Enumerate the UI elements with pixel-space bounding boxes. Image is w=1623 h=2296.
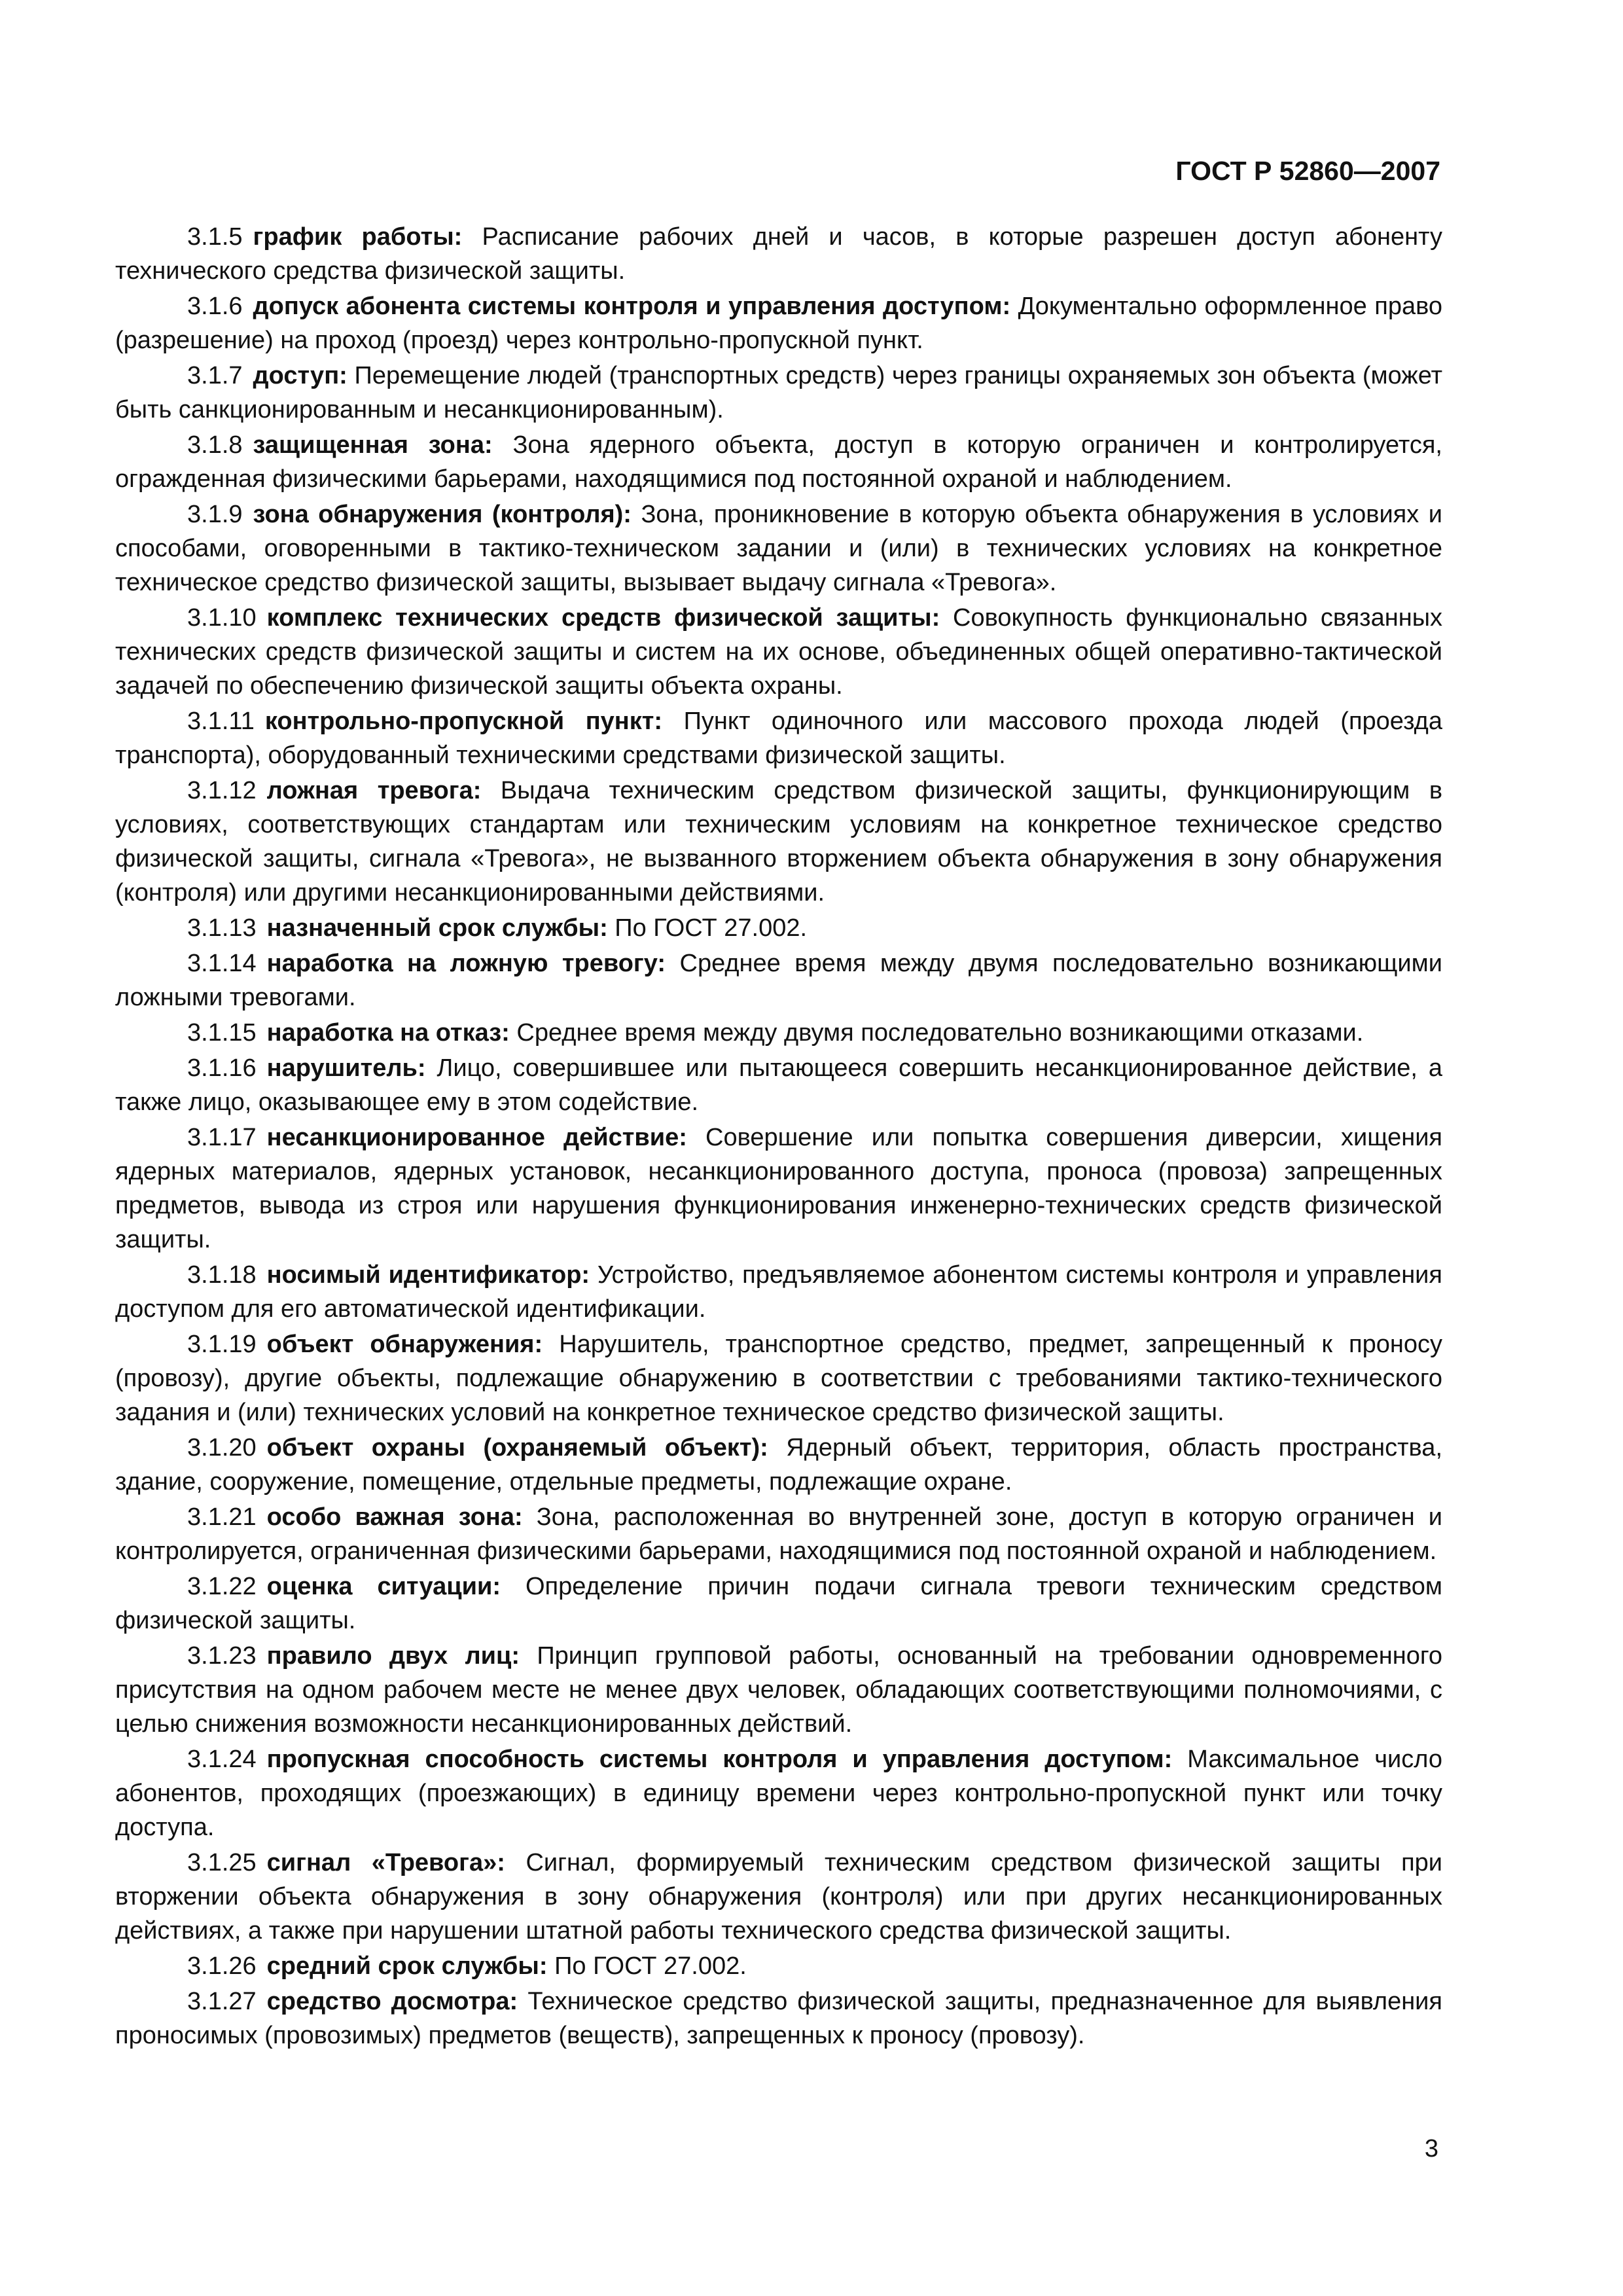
definition-entry xyxy=(115,1500,1442,1568)
definition-text: Зона, проникновение в которую объекта обнаружения в условиях и способами, оговоренными в тактико-техническом задании и (или) в технических условиях на конкретное техническое средство физической защиты, вызывает выдачу сигнала «Тревога». xyxy=(115,501,1442,596)
clause-number: 3.1.16 xyxy=(187,1054,257,1082)
page-number: 3 xyxy=(1424,2135,1438,2162)
definition-entry xyxy=(115,428,1442,496)
definition-text: Совершение или попытка совершения диверсии, хищения ядерных материалов, ядерных установок, несанкционированного доступа, проноса (провоза) запрещенных предметов, вывода из строя или нарушения функционирования инженерно-технических средств физической защиты. xyxy=(115,1124,1442,1253)
clause-number: 3.1.14 xyxy=(187,950,257,977)
term: допуск абонента системы контроля и управления доступом: xyxy=(253,293,1011,320)
definition-entry xyxy=(115,1984,1442,2053)
clause-number: 3.1.23 xyxy=(187,1642,257,1670)
definition-entry xyxy=(115,1949,1442,1983)
definition-entry xyxy=(115,774,1442,910)
definition-entry xyxy=(115,1327,1442,1429)
definition-entry xyxy=(115,946,1442,1014)
term: зона обнаружения (контроля): xyxy=(253,501,632,528)
term: сигнал «Тревога»: xyxy=(266,1849,505,1876)
clause-number: 3.1.10 xyxy=(187,604,257,632)
term: назначенный срок службы: xyxy=(266,914,608,942)
definition-text: Перемещение людей (транспортных средств) через границы охраняемых зон объекта (может быть санкционированным и несанкционированным). xyxy=(115,362,1442,423)
definition-text: Среднее время между двумя последовательно возникающими отказами. xyxy=(516,1019,1364,1047)
term: пропускная способность системы контроля и управления доступом: xyxy=(266,1746,1173,1773)
definition-text: По ГОСТ 27.002. xyxy=(615,914,808,942)
clause-number: 3.1.18 xyxy=(187,1261,257,1289)
definition-entry xyxy=(115,1639,1442,1741)
clause-number: 3.1.17 xyxy=(187,1124,257,1151)
definition-text: Среднее время между двумя последовательно возникающими ложными тревогами. xyxy=(115,950,1443,1011)
term: оценка ситуации: xyxy=(266,1573,501,1600)
clause-number: 3.1.6 xyxy=(187,293,243,320)
clause-number: 3.1.25 xyxy=(187,1849,257,1876)
definition-text: По ГОСТ 27.002. xyxy=(554,1952,747,1980)
definition-entry xyxy=(115,220,1442,288)
term: несанкционированное действие: xyxy=(266,1124,687,1151)
clause-number: 3.1.27 xyxy=(187,1988,257,2015)
document-header: ГОСТ Р 52860—2007 xyxy=(1175,156,1440,186)
definition-text: Техническое средство физической защиты, предназначенное для выявления проносимых (провозимых) предметов (веществ), запрещенных к проносу (провозу). xyxy=(115,1988,1442,2049)
definition-text: Выдача техническим средством физической защиты, функционирующим в условиях, соответствующих стандартам или техническим условиям на конкретное техническое средство физической защиты, сигнала «Тревога», не вызванного вторжением объекта обнаружения в зону обнаружения (контроля) или другими несанкционированными действиями. xyxy=(115,777,1443,906)
clause-number: 3.1.22 xyxy=(187,1573,257,1600)
term: наработка на отказ: xyxy=(266,1019,510,1047)
term: особо важная зона: xyxy=(266,1503,523,1531)
clause-number: 3.1.8 xyxy=(187,431,243,459)
definition-text: Сигнал, формируемый техническим средством физической защиты при вторжении объекта обнаружения в зону обнаружения (контроля) или при других несанкционированных действиях, а также при нарушении штатной работы технического средства физической защиты. xyxy=(115,1849,1443,1945)
term: средство досмотра: xyxy=(266,1988,518,2015)
clause-number: 3.1.12 xyxy=(187,777,257,804)
clause-number: 3.1.5 xyxy=(187,223,243,251)
term: объект охраны (охраняемый объект): xyxy=(266,1434,768,1462)
clause-number: 3.1.19 xyxy=(187,1331,257,1358)
definition-text: Расписание рабочих дней и часов, в которые разрешен доступ абоненту технического средства физической защиты. xyxy=(115,223,1442,285)
definition-text: Устройство, предъявляемое абонентом системы контроля и управления доступом для его автоматической идентификации. xyxy=(115,1261,1442,1323)
clause-number: 3.1.9 xyxy=(187,501,243,528)
definition-entry xyxy=(115,359,1442,427)
term: комплекс технических средств физической защиты: xyxy=(266,604,940,632)
definition-entry xyxy=(115,1051,1442,1119)
definition-text: Пункт одиночного или массового прохода людей (проезда транспорта), оборудованный техническими средствами физической защиты. xyxy=(115,708,1442,769)
definition-entry xyxy=(115,289,1442,357)
definitions-list xyxy=(115,220,1442,2054)
definition-entry xyxy=(115,1846,1442,1948)
definition-text: Максимальное число абонентов, проходящих (проезжающих) в единицу времени через контрольно-пропускной пункт или точку доступа. xyxy=(115,1746,1443,1841)
term: график работы: xyxy=(253,223,463,251)
definition-text: Ядерный объект, территория, область пространства, здание, сооружение, помещение, отдельные предметы, подлежащие охране. xyxy=(115,1434,1442,1496)
term: контрольно-пропускной пункт: xyxy=(264,708,663,735)
term: защищенная зона: xyxy=(253,431,493,459)
definition-text: Определение причин подачи сигнала тревоги техническим средством физической защиты. xyxy=(115,1573,1443,1634)
definition-entry xyxy=(115,497,1442,600)
term: доступ: xyxy=(253,362,348,389)
term: наработка на ложную тревогу: xyxy=(266,950,666,977)
term: правило двух лиц: xyxy=(266,1642,520,1670)
definition-text: Документально оформленное право (разрешение) на проход (проезд) через контрольно-пропускной пункт. xyxy=(115,293,1442,354)
term: объект обнаружения: xyxy=(266,1331,543,1358)
definition-entry xyxy=(115,601,1442,703)
term: ложная тревога: xyxy=(266,777,482,804)
clause-number: 3.1.24 xyxy=(187,1746,257,1773)
definition-entry xyxy=(115,911,1442,945)
clause-number: 3.1.7 xyxy=(187,362,243,389)
term: средний срок службы: xyxy=(266,1952,548,1980)
definition-text: Нарушитель, транспортное средство, предмет, запрещенный к проносу (провозу), другие объекты, подлежащие обнаружению в соответствии с требованиями тактико-технического задания и (или) технических условий на конкретное техническое средство физической защиты. xyxy=(115,1331,1442,1426)
definition-entry xyxy=(115,1431,1442,1499)
clause-number: 3.1.13 xyxy=(187,914,257,942)
definition-text: Лицо, совершившее или пытающееся совершить несанкционированное действие, а также лицо, оказывающее ему в этом содействие. xyxy=(115,1054,1442,1116)
definition-entry xyxy=(115,704,1442,772)
clause-number: 3.1.21 xyxy=(187,1503,257,1531)
definition-text: Принцип групповой работы, основанный на требовании одновременного присутствия на одном рабочем месте не менее двух человек, обладающих соответствующими полномочиями, с целью снижения возможности несанкционированных действий. xyxy=(115,1642,1442,1738)
term: нарушитель: xyxy=(266,1054,426,1082)
term: носимый идентификатор: xyxy=(266,1261,590,1289)
definition-entry xyxy=(115,1016,1442,1050)
definition-entry xyxy=(115,1570,1442,1638)
clause-number: 3.1.11 xyxy=(187,708,255,735)
definition-text: Зона ядерного объекта, доступ в которую ограничен и контролируется, огражденная физическими барьерами, находящимися под постоянной охраной и наблюдением. xyxy=(115,431,1442,493)
definition-text: Зона, расположенная во внутренней зоне, доступ в которую ограничен и контролируется, ограниченная физическими барьерами, находящимися под постоянной охраной и наблюдением. xyxy=(115,1503,1442,1565)
definition-entry xyxy=(115,1742,1442,1844)
definition-entry xyxy=(115,1258,1442,1326)
definition-text: Совокупность функционально связанных технических средств физической защиты и систем на их основе, объединенных общей оперативно-тактической задачей по обеспечению физической защиты объекта охраны. xyxy=(115,604,1443,700)
definition-entry xyxy=(115,1121,1442,1257)
clause-number: 3.1.26 xyxy=(187,1952,257,1980)
clause-number: 3.1.15 xyxy=(187,1019,257,1047)
clause-number: 3.1.20 xyxy=(187,1434,257,1462)
